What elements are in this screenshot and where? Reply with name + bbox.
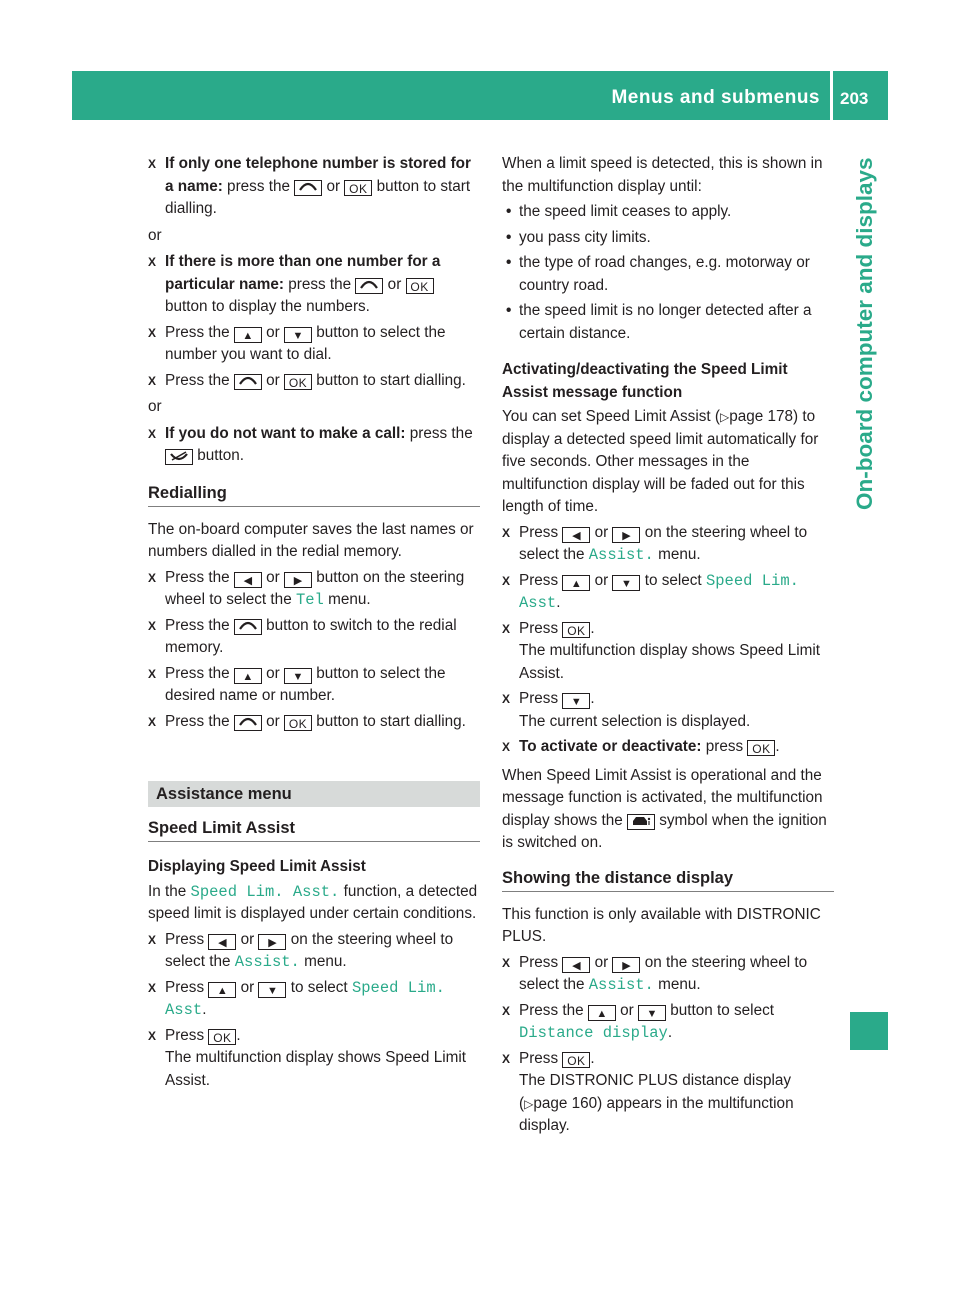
step-text: or [236,978,259,996]
step-arrow-icon: X [502,525,511,540]
menu-name: Assist. [234,953,300,971]
ok-icon: OK [406,278,434,294]
step-text: Press the [165,712,234,730]
step-text: Press [165,930,209,948]
list-item [148,567,480,612]
down-icon: ▼ [612,575,640,591]
redialling-heading: Redialling [148,482,480,507]
menu-name: Assist. [588,546,654,564]
page-title: Menus and submenus [611,87,820,108]
speed-limit-assist-heading: Speed Limit Assist [148,817,480,842]
right-icon: ▶ [612,527,640,543]
up-icon: ▲ [562,575,590,591]
page-number: 203 [840,89,869,108]
list-item [502,201,834,224]
ok-icon: OK [284,374,312,390]
step-text: . [590,1049,595,1067]
step-text: Press the [165,371,234,389]
list-item [502,618,834,686]
step-bold: If you do not want to make a call: [165,424,406,442]
step-text: . [667,1024,673,1041]
right-column [502,153,834,1141]
step-text: The DISTRONIC PLUS distance display ( [519,1072,792,1112]
bullet-text: you pass city limits. [519,228,651,246]
step-text: button to start dialling. [311,712,466,730]
right-icon: ▶ [284,572,312,588]
phone-pickup-icon [355,278,383,294]
para-text: symbol when the ignition is switched on. [502,811,827,851]
page-ref-icon: ▷ [719,410,730,424]
step-text: Press [165,1026,209,1044]
step-text: button on the steering wheel to select the [165,568,465,608]
step-result: The multifunction display shows Speed Limit Assist. [519,642,820,682]
step-text: press [701,738,748,755]
list-item [502,1048,834,1138]
step-text: or [590,571,613,589]
step-text: button. [193,447,245,464]
step-arrow-icon: X [502,740,511,754]
list-item [502,570,834,615]
step-arrow-icon: X [148,1028,157,1043]
step-arrow-icon: X [148,426,157,441]
step-text: Press [519,1049,563,1067]
distance-display-heading: Showing the distance display [502,867,834,892]
list-item [502,952,834,997]
list-item [148,153,480,221]
step-text: Press [519,690,563,707]
bullet-icon: • [506,203,512,220]
ok-icon: OK [562,622,590,638]
side-tab-label: On-board computer and displays [852,157,877,510]
left-icon: ◀ [562,957,590,973]
distance-paragraph: This function is only available with DISTRONIC PLUS. [502,905,821,945]
step-arrow-icon: X [502,1051,511,1066]
step-arrow-icon: X [148,714,157,729]
step-text: or [590,953,613,971]
step-text: Press the [165,568,234,586]
function-name: Speed Lim. Asst. [190,882,340,901]
step-arrow-icon: X [148,255,157,269]
section-marker [850,1012,888,1050]
step-text: Press [519,523,563,541]
step-text: Press the [165,323,234,341]
redial-paragraph: The on-board computer saves the last names or numbers dialled in the redial memory. [148,520,474,560]
ok-icon: OK [747,740,775,756]
menu-name: Speed Lim. Asst [519,571,799,612]
para-text: In the [148,882,191,900]
step-text: Press [519,619,563,637]
bullet-text: the type of road changes, e.g. motorway or country road. [519,254,810,294]
ok-icon: OK [344,180,372,196]
step-arrow-icon: X [148,666,157,681]
step-arrow-icon: X [502,692,511,706]
step-text: Press the [165,664,234,682]
step-text: or [383,275,406,293]
down-icon: ▼ [638,1005,666,1021]
step-text: on the steering wheel to select the [519,953,808,993]
list-item [502,522,834,567]
step-text: to select [640,571,706,589]
up-icon: ▲ [234,668,262,684]
phone-pickup-icon [294,180,322,196]
step-text: to select [286,978,352,996]
step-text: ) appears in the multifunction display. [519,1094,794,1134]
step-text: button to start dialling. [165,177,471,217]
menu-name: Assist. [588,976,654,994]
step-arrow-icon: X [148,157,157,171]
step-bold: If only one telephone number is stored for a name: [165,155,471,195]
ok-icon: OK [562,1052,590,1068]
step-text: button to display the numbers. [165,298,370,315]
step-text: . [202,1001,207,1018]
page-ref[interactable]: page 160 [533,1094,598,1112]
or-text: or [148,226,162,244]
step-text: press the [405,424,473,442]
step-arrow-icon: X [502,955,511,970]
list-item [148,615,480,660]
list-item [148,423,480,468]
header-divider [830,71,833,120]
up-icon: ▲ [234,327,262,343]
list-item [148,711,480,734]
step-arrow-icon: X [502,573,511,588]
step-text: on the steering wheel to select the [519,523,808,563]
step-text: or [261,323,284,341]
phone-hangup-icon [165,449,193,465]
step-text: Press [519,953,563,971]
bullet-icon: • [506,302,512,319]
side-tab [840,155,888,510]
step-text: button to select the desired name or number. [165,664,446,704]
step-arrow-icon: X [148,373,157,388]
activating-heading: Activating/deactivating the Speed Limit Assist message function [502,361,788,401]
up-icon: ▲ [208,982,236,998]
para-text: When Speed Limit Assist is operational and the message function is activated, the multifunction display shows the [502,766,823,829]
step-result: The current selection is displayed. [519,712,751,730]
list-item [502,252,834,297]
step-text: . [590,619,595,637]
left-column [148,153,480,1095]
step-result [519,1070,834,1138]
up-icon: ▲ [588,1005,616,1021]
step-text: Press [165,978,209,996]
page-ref-icon: ▷ [524,1096,534,1111]
step-text: press the [222,177,295,195]
step-text: or [615,1001,638,1019]
list-item [148,322,480,367]
displaying-sla-paragraph [148,881,480,926]
list-item [148,251,480,319]
list-item [148,929,480,974]
displaying-sla-heading: Displaying Speed Limit Assist [148,858,366,875]
step-text: menu. [323,591,371,608]
list-item [148,1025,480,1093]
bullet-text: the speed limit ceases to apply. [519,203,732,220]
or-text: or [148,398,162,415]
step-result: The multifunction display shows Speed Limit Assist. [165,1049,466,1089]
para-text: function, a detected speed limit is displayed under certain conditions. [148,882,478,922]
bullet-icon: • [506,228,512,246]
intro-paragraph: When a limit speed is detected, this is shown in the multifunction display until: [502,155,823,195]
step-arrow-icon: X [148,618,157,633]
activating-paragraph [502,406,834,519]
step-arrow-icon: X [148,980,157,995]
step-arrow-icon: X [502,621,511,636]
step-arrow-icon: X [148,932,157,947]
step-text: on the steering wheel to select the [165,930,454,970]
step-text: button to start dialling. [311,371,466,389]
bullet-icon: • [506,254,512,271]
page-ref[interactable]: page 178 [729,408,794,425]
car-distance-icon [627,814,655,830]
step-text: menu. [653,976,701,993]
step-text: button to switch to the redial memory. [165,616,457,656]
down-icon: ▼ [284,327,312,343]
step-text: . [556,594,561,611]
menu-name: Tel [295,591,324,609]
right-icon: ▶ [258,934,286,950]
step-text: or [261,568,284,586]
down-icon: ▼ [258,982,286,998]
list-item [148,370,480,393]
list-item [148,977,480,1022]
list-item [148,663,480,708]
step-text: . [775,738,780,755]
phone-pickup-icon [234,619,262,635]
step-text: or [261,712,284,730]
step-text: or [590,523,613,541]
step-text: . [590,690,595,707]
step-text: or [261,371,284,389]
step-text: press the [284,275,356,293]
step-bold: If there is more than one number for a particular name: [165,253,441,293]
left-icon: ◀ [234,572,262,588]
step-text: menu. [299,953,347,970]
down-icon: ▼ [284,668,312,684]
menu-name: Distance display [519,1024,668,1042]
ok-icon: OK [284,715,312,731]
step-text: or [236,930,259,948]
operational-paragraph [502,765,834,855]
step-text: Press [519,571,563,589]
list-item [502,736,834,759]
bullet-text: the speed limit is no longer detected after a certain distance. [519,302,812,342]
para-text: ) to display a detected speed limit automatically for five seconds. Other messages in the multifunction display will be faded out for this length of time. [502,408,819,515]
assistance-menu-heading: Assistance menu [148,781,480,807]
right-icon: ▶ [612,957,640,973]
phone-pickup-icon [234,715,262,731]
step-text: or [322,177,345,195]
list-item [502,227,834,250]
step-text: or [261,664,284,682]
list-item [502,688,834,733]
step-text: button to select the number you want to dial. [165,323,446,363]
menu-name: Speed Lim. Asst [165,978,445,1019]
phone-pickup-icon [234,374,262,390]
ok-icon: OK [208,1029,236,1045]
list-item [502,300,834,345]
down-icon: ▼ [562,693,590,709]
left-icon: ◀ [208,934,236,950]
step-bold: To activate or deactivate: [519,738,702,755]
step-text: . [236,1026,241,1044]
step-text: menu. [653,546,701,563]
step-text: Press the [519,1001,588,1019]
step-arrow-icon: X [502,1003,511,1018]
left-icon: ◀ [562,527,590,543]
para-text: You can set Speed Limit Assist ( [502,408,720,425]
step-text: button to select [665,1001,774,1019]
step-arrow-icon: X [148,570,157,585]
list-item [502,1000,834,1045]
step-text: Press the [165,616,234,634]
step-arrow-icon: X [148,325,157,340]
